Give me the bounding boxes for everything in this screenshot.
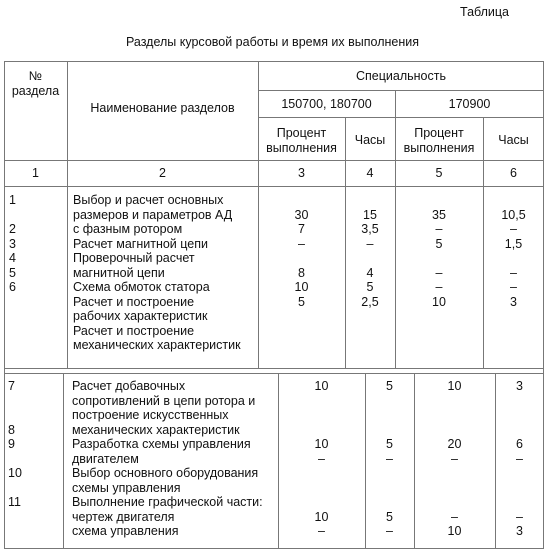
cell-value — [345, 251, 395, 266]
section-num: 8 — [8, 422, 15, 437]
section-num: 5 — [9, 265, 16, 280]
section-name-line: механических характеристик — [72, 422, 240, 437]
section-num: 10 — [8, 466, 22, 480]
block1-col4 — [345, 193, 395, 309]
cell-value: 15 — [363, 207, 377, 222]
section-name-line: Расчет и построение — [73, 323, 195, 338]
cell-value — [414, 481, 495, 496]
cell-value — [278, 481, 365, 496]
cell-value — [345, 193, 395, 208]
grid-line — [4, 368, 544, 369]
cell-value — [365, 466, 414, 481]
header-num-line: раздела — [11, 83, 60, 98]
cell-value — [365, 495, 414, 510]
section-name-line: Схема обмоток статора — [73, 280, 210, 294]
cell-value — [495, 466, 544, 481]
cell-value: 6 — [516, 437, 523, 451]
section-num: 9 — [8, 437, 15, 451]
cell-value — [495, 408, 544, 423]
cell-value: 10 — [447, 524, 462, 538]
section-name-line: Разработка схемы управления — [72, 437, 251, 451]
cell-value: 5 — [435, 236, 443, 251]
section-num — [8, 408, 22, 423]
header-num-line: № — [28, 69, 43, 83]
section-name-line: Выбор основного оборудования — [72, 466, 259, 480]
cell-value: – — [435, 265, 443, 280]
cell-value: 3 — [516, 379, 523, 393]
cell-value: 3,5 — [361, 222, 379, 236]
section-name-line: Расчет магнитной цепи — [73, 236, 208, 251]
cell-value — [395, 251, 483, 266]
cell-value: 30 — [294, 207, 309, 222]
header-group-2: 170900 — [448, 97, 491, 111]
cell-value — [414, 495, 495, 510]
block1-num-column — [9, 193, 16, 295]
cell-value: 2,5 — [361, 294, 379, 309]
cell-value: – — [318, 451, 325, 466]
cell-value: 3 — [510, 294, 517, 309]
cell-value: – — [386, 451, 393, 466]
cell-value: 5 — [386, 437, 393, 451]
block2-name-column — [72, 379, 263, 539]
section-name-line: Расчет и построение — [73, 294, 195, 309]
col-number: 4 — [366, 166, 374, 180]
section-name-line: магнитной цепи — [73, 265, 165, 280]
grid-line — [4, 548, 544, 549]
cell-value — [483, 193, 544, 208]
cell-value — [414, 408, 495, 423]
cell-value — [258, 193, 345, 208]
cell-value — [365, 394, 414, 409]
cell-value — [495, 495, 544, 510]
grid-line — [4, 61, 544, 62]
cell-value: – — [435, 280, 443, 294]
cell-value: 10 — [432, 294, 446, 309]
header-percent-line: Процент — [414, 126, 464, 140]
cell-value: – — [451, 451, 458, 466]
section-num: 4 — [9, 251, 16, 265]
section-num — [8, 452, 22, 467]
cell-value: 3 — [516, 524, 523, 538]
grid-line — [63, 373, 64, 548]
cell-value: 10 — [447, 379, 462, 393]
grid-line — [258, 117, 544, 118]
cell-value — [483, 251, 544, 266]
header-percent-line: выполнения — [266, 140, 337, 155]
section-num: 6 — [9, 280, 16, 294]
section-name-line: Расчет добавочных — [72, 379, 186, 393]
cell-value — [395, 193, 483, 208]
cell-value: – — [435, 222, 443, 236]
grid-line — [4, 373, 544, 374]
section-name-line: сопротивлений в цепи ротора и — [72, 393, 256, 408]
header-group-1: 150700, 180700 — [281, 97, 372, 111]
cell-value — [495, 423, 544, 438]
section-name-line: Проверочный расчет — [73, 251, 195, 265]
cell-value: – — [510, 222, 517, 236]
header-name: Наименование разделов — [90, 101, 235, 115]
cell-value: – — [366, 236, 374, 251]
header-hours-1: Часы — [354, 133, 386, 147]
section-num: 3 — [9, 236, 16, 251]
block2-col3 — [278, 379, 365, 539]
section-num: 7 — [8, 379, 15, 393]
cell-value: – — [386, 524, 393, 538]
header-percent-line: выполнения — [403, 140, 475, 155]
cell-value: 5 — [366, 280, 374, 294]
cell-value: – — [510, 265, 517, 280]
cell-value: 20 — [447, 437, 462, 451]
header-percent-2 — [395, 126, 483, 155]
grid-line — [258, 90, 544, 91]
cell-value — [414, 423, 495, 438]
cell-value — [365, 408, 414, 423]
section-name-line: двигателем — [72, 451, 139, 466]
table-caption: Таблица — [460, 5, 510, 19]
col-number: 2 — [159, 166, 166, 180]
section-num: 2 — [9, 222, 16, 236]
block2-num-column — [8, 379, 22, 510]
header-percent-1 — [258, 126, 345, 155]
cell-value — [278, 408, 365, 423]
header-hours-2: Часы — [498, 133, 529, 147]
cell-value: – — [318, 524, 325, 538]
cell-value: 10 — [314, 509, 329, 524]
col-number: 5 — [435, 166, 443, 180]
cell-value: 35 — [432, 207, 446, 222]
cell-value: 5 — [298, 294, 305, 309]
grid-line — [4, 61, 5, 548]
section-name-line: схемы управления — [72, 480, 181, 495]
cell-value: 10 — [314, 379, 329, 393]
header-num — [4, 69, 67, 98]
grid-line — [4, 186, 544, 187]
cell-value: – — [510, 280, 517, 294]
cell-value — [495, 481, 544, 496]
section-num: 1 — [9, 193, 16, 207]
table-title: Разделы курсовой работы и время их выполнения — [125, 35, 420, 49]
cell-value — [495, 394, 544, 409]
block1-name-column — [73, 193, 241, 353]
section-num — [8, 481, 22, 496]
cell-value: – — [516, 451, 523, 466]
section-name-line: с фазным ротором — [73, 222, 183, 236]
section-name-line: размеров и параметров АД — [73, 207, 233, 222]
section-name-line: схема управления — [72, 524, 179, 538]
cell-value — [278, 495, 365, 510]
cell-value — [278, 423, 365, 438]
block2-col6 — [495, 379, 544, 539]
col-number: 1 — [32, 166, 39, 180]
section-num: 11 — [8, 495, 21, 509]
section-name-line: Выбор и расчет основных — [73, 193, 224, 207]
cell-value: 10,5 — [501, 207, 526, 222]
block1-col6 — [483, 193, 544, 309]
block1-col3 — [258, 193, 345, 309]
block1-col5 — [395, 193, 483, 309]
col-number: 3 — [298, 166, 305, 180]
cell-value: – — [298, 236, 305, 251]
cell-value: – — [516, 509, 523, 524]
section-name-line: Выполнение графической части: — [72, 495, 263, 509]
section-num — [9, 208, 16, 223]
cell-value — [414, 394, 495, 409]
header-specialty: Специальность — [356, 69, 446, 83]
block2-col4 — [365, 379, 414, 539]
section-num — [8, 394, 22, 409]
cell-value: – — [451, 509, 458, 524]
cell-value — [258, 251, 345, 266]
cell-value: 5 — [386, 379, 393, 393]
cell-value — [278, 394, 365, 409]
cell-value: 5 — [386, 509, 393, 524]
grid-line — [4, 160, 544, 161]
cell-value: 1,5 — [504, 236, 523, 251]
block2-col5 — [414, 379, 495, 539]
section-name-line: построение искусственных — [72, 408, 229, 422]
section-name-line: чертеж двигателя — [72, 509, 175, 524]
cell-value — [365, 481, 414, 496]
cell-value: 10 — [314, 437, 329, 451]
cell-value — [278, 466, 365, 481]
cell-value: 4 — [366, 265, 374, 280]
cell-value — [414, 466, 495, 481]
header-percent-line: Процент — [276, 126, 327, 140]
cell-value: 10 — [294, 280, 309, 294]
section-name-line: механических характеристик — [73, 338, 241, 352]
cell-value — [365, 423, 414, 438]
section-name-line: рабочих характеристик — [73, 309, 208, 323]
cell-value: 7 — [298, 222, 305, 236]
col-number: 6 — [510, 166, 517, 180]
cell-value: 8 — [298, 265, 305, 280]
